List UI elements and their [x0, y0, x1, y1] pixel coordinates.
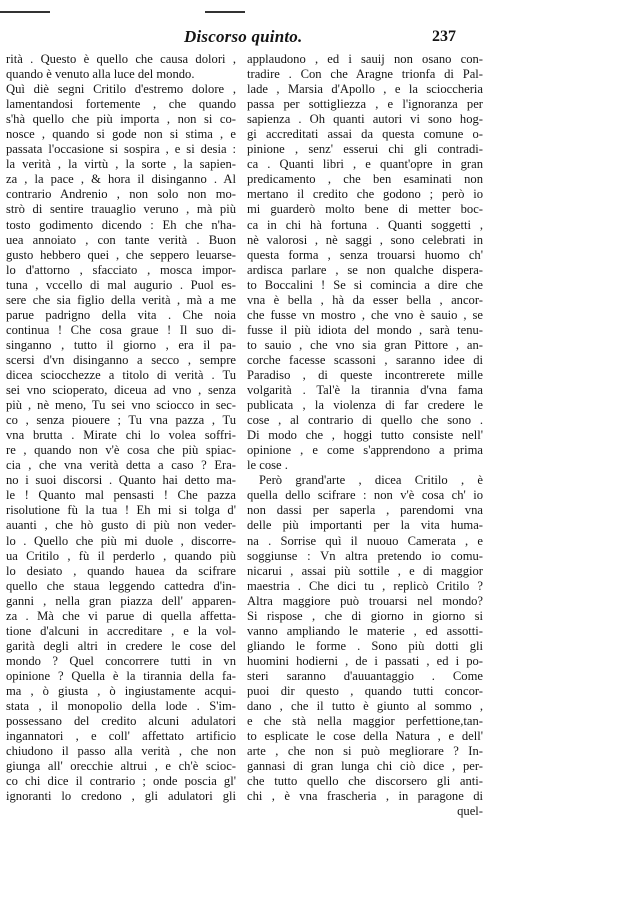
- text-line: ignoranti lo credono , gli adulatori gli: [6, 789, 236, 804]
- text-line: la verità , la virtù , la sorte , la sapien-: [6, 157, 236, 172]
- text-line: strò di sentire trauaglio veruno , mà più: [6, 202, 236, 217]
- text-line: dicea sciocchezze a titolo di verità . Tu: [6, 367, 236, 382]
- text-line: Di modo che , hoggi tutto consiste nell': [247, 428, 483, 443]
- text-line: fusse il più idiota del mondo , sarà tenu-: [247, 322, 483, 337]
- text-line: tosto godimento dicendo : Eh che n'ha-: [6, 217, 236, 232]
- text-line: ca . Quanti libri , e quant'opre in gran: [247, 157, 483, 172]
- text-line: applaudono , ed i sauij non osano con-: [247, 52, 483, 66]
- text-line: soggiunse : Vn altra pretendo io comu-: [247, 548, 483, 563]
- text-line: quella dello scifrare : non v'è cosa ch' io: [247, 488, 483, 503]
- text-line: tione d'alcuni in accreditare , e la vol-: [6, 623, 236, 638]
- text-column-right: [247, 52, 483, 819]
- text-line: za . Mà che vi parue di quella affetta-: [6, 608, 236, 623]
- text-line: chi , è vna frascheria , in paragone di: [247, 789, 483, 804]
- text-line: nicarui , assai più sottile , e di maggior: [247, 563, 483, 578]
- text-line: mi guarderò molto bene di metter boc-: [247, 202, 483, 217]
- text-line: Paradiso , di queste incontrerete mille: [247, 367, 483, 382]
- text-line: to sauio , che vno sia gran Pittore , an-: [247, 337, 483, 352]
- text-line: questa forma , senza trouarsi huomo ch': [247, 247, 483, 262]
- text-line: sei vno scioperato, diceua ad vno , senza: [6, 383, 236, 398]
- text-line: to esplicate le cose della Natura , e dell': [247, 729, 483, 744]
- text-line: steri saranno d'auuantaggio . Come: [247, 668, 483, 683]
- text-line: s'hà quello che più importa , non si co-: [6, 112, 236, 127]
- text-line: opinione ? Quella è la tirannia della fa-: [6, 668, 236, 683]
- text-line: tuna , vccello di mal augurio . Puol es-: [6, 277, 236, 292]
- text-line: e che stà nella maggior perfettione,tan-: [247, 714, 483, 729]
- text-line: ganni , nella gran piazza dell' apparen-: [6, 593, 236, 608]
- text-line: auanti , che hò gusto di più non veder-: [6, 518, 236, 533]
- text-line: sapienza . Oh quanti autori vi sono hog-: [247, 112, 483, 127]
- text-line: pinione , senz' esserui chi gli contradi-: [247, 142, 483, 157]
- text-line: Si rispose , che di giorno in giorno si: [247, 608, 483, 623]
- page-number: 237: [432, 28, 456, 45]
- text-line: vna è bella , hà da esser bella , ancor-: [247, 292, 483, 307]
- text-line: ardisca parlare , se non qualche dispera-: [247, 262, 483, 277]
- text-line: giunga all' orecchie altrui , e ch'è scioc-: [6, 759, 236, 774]
- text-line: huomini hodierni , de i passati , ed i po-: [247, 653, 483, 668]
- text-line: ca in chi hà fortuna . Quanti soggetti ,: [247, 217, 483, 232]
- text-line: lo d'attorno , sfacciato , mosca impor-: [6, 262, 236, 277]
- text-line: ua Critilo , fù il perderlo , quando più: [6, 548, 236, 563]
- running-head-title: Discorso quinto.: [184, 27, 303, 46]
- text-line: più , nè meno, Tu sei vno sciocco in sec-: [6, 398, 236, 413]
- text-line: lo . Quello che più mi duole , discorre-: [6, 533, 236, 548]
- text-line: mertano il credito che godono ; però io: [247, 187, 483, 202]
- text-line: vna brutta . Mirate chi lo volea soffri-: [6, 428, 236, 443]
- text-line: quando è venuto alla luce del mondo.: [6, 67, 195, 82]
- text-line: Quì diè segni Critilo d'estremo dolore ,: [6, 82, 236, 97]
- text-line: ma , ò giusta , ò ingiustamente acqui-: [6, 683, 236, 698]
- text-line: chiudono il passo alla verità , che non: [6, 744, 236, 759]
- text-line: scersi d'vn disinganno a secco , sempre: [6, 352, 236, 367]
- text-line: tradire . Con che Aragne trionfa di Pal-: [247, 67, 483, 82]
- text-line: dano , che il tutto è giunto al sommo ,: [247, 699, 483, 714]
- text-line: cia , che vna verità detta a caso ? Era-: [6, 458, 236, 473]
- text-line: co chi dice il contrario ; onde poscia gl': [6, 774, 236, 789]
- text-line: gi accreditati assai da questa comune o-: [247, 127, 483, 142]
- text-line: na . Sorrise quì il nuouo Camerata , e: [247, 533, 483, 548]
- text-line: to Boccalini ! Se si comincia a dire che: [247, 277, 483, 292]
- text-line: contrario Andrenio , non solo non mo-: [6, 187, 236, 202]
- text-line: predicamento , che ben esaminati non: [247, 172, 483, 187]
- text-line: non dassi per saperla , parendomi vna: [247, 503, 483, 518]
- text-line: maestria . Che dici tu , replicò Critilo ?: [247, 578, 483, 593]
- text-line: arte , che non si può megliorare ? In-: [247, 744, 483, 759]
- text-line: vanno ampliando le materie , ed assotti-: [247, 623, 483, 638]
- text-line: parue padrigno della vita . Che noia: [6, 307, 236, 322]
- text-line: passa per sottigliezza , e l'ignoranza per: [247, 97, 483, 112]
- text-line: nosce , quando si gode non si stima , e: [6, 127, 236, 142]
- text-line: che fusse vn mostro , che vno è sauio , se: [247, 307, 483, 322]
- text-line: rità . Questo è quello che causa dolori ,: [6, 52, 236, 66]
- text-column-left: [6, 52, 236, 804]
- scan-edge-mark: [0, 11, 50, 13]
- text-line: co , senza piouere ; Tu vna pazza , Tu: [6, 413, 236, 428]
- text-line: le ! Quanto mal pensasti ! Che pazza: [6, 488, 236, 503]
- text-line: Però grand'arte , dicea Critilo , è: [259, 473, 483, 488]
- text-line: volgarità . Tal'è la tirannia d'vna fama: [247, 383, 483, 398]
- text-line: za , la pace , & hora il disinganno . Al: [6, 172, 236, 187]
- text-line: nè valorosi , nè saggi , sono celebrati in: [247, 232, 483, 247]
- text-line: lamentandosi fortemente , che quando: [6, 97, 236, 112]
- text-line: possessano del credito alcuni adulatori: [6, 714, 236, 729]
- text-line: Altra maggiore può trouarsi nel mondo?: [247, 593, 483, 608]
- text-line: uea annoiato , con tante verità . Buon: [6, 232, 236, 247]
- text-line: re , quando non v'è cosa che più spiac-: [6, 443, 236, 458]
- text-line: risolutione fù la tua ! Eh mi si tolga d': [6, 503, 236, 518]
- text-line: singanno , tutto il giorno , era il pa-: [6, 337, 236, 352]
- text-line: mondo ? Quel concorrere tutti in vn: [6, 653, 236, 668]
- text-line: continua ! Che cosa graue ! Il suo di-: [6, 322, 236, 337]
- text-line: gannasi di gran lunga chi ciò dice , per-: [247, 759, 483, 774]
- text-line: lo desiato , quando hauea da scifrare: [6, 563, 236, 578]
- text-line: sere che sia figlio della verità , mà a me: [6, 292, 236, 307]
- text-line: gusto hebbero quei , che seppero leuarse-: [6, 247, 236, 262]
- text-line: che tutto quello che discorsero gli anti-: [247, 774, 483, 789]
- text-line: quello che staua leggendo cattedra d'in-: [6, 578, 236, 593]
- text-line: corche facesse scassoni , saranno idee di: [247, 352, 483, 367]
- text-line: cose , al contrario di quello che sono .: [247, 413, 483, 428]
- text-line: passata l'occasione si sospira , e si desia :: [6, 142, 236, 157]
- text-line: no i suoi discorsi . Quanto hai detto ma-: [6, 473, 236, 488]
- text-line: puoi dir questo , quando tutti concor-: [247, 683, 483, 698]
- text-line: publicata , la violenza di far credere le: [247, 398, 483, 413]
- text-line: delle più importanti per la vita huma-: [247, 518, 483, 533]
- text-line: lade , Marsia d'Apollo , e la scioccheria: [247, 82, 483, 97]
- text-line: gliando le forme . Sono più dotti gli: [247, 638, 483, 653]
- text-line: le cose .: [247, 458, 288, 473]
- catchword: quel-: [457, 804, 483, 819]
- scan-edge-mark: [205, 11, 245, 13]
- text-line: opinione , e come s'apprendono a prima: [247, 443, 483, 458]
- text-line: stata , il monopolio della lode . S'im-: [6, 699, 236, 714]
- text-line: garità degli altri in credere le cose del: [6, 638, 236, 653]
- text-line: ingannatori , e coll' affettato artificio: [6, 729, 236, 744]
